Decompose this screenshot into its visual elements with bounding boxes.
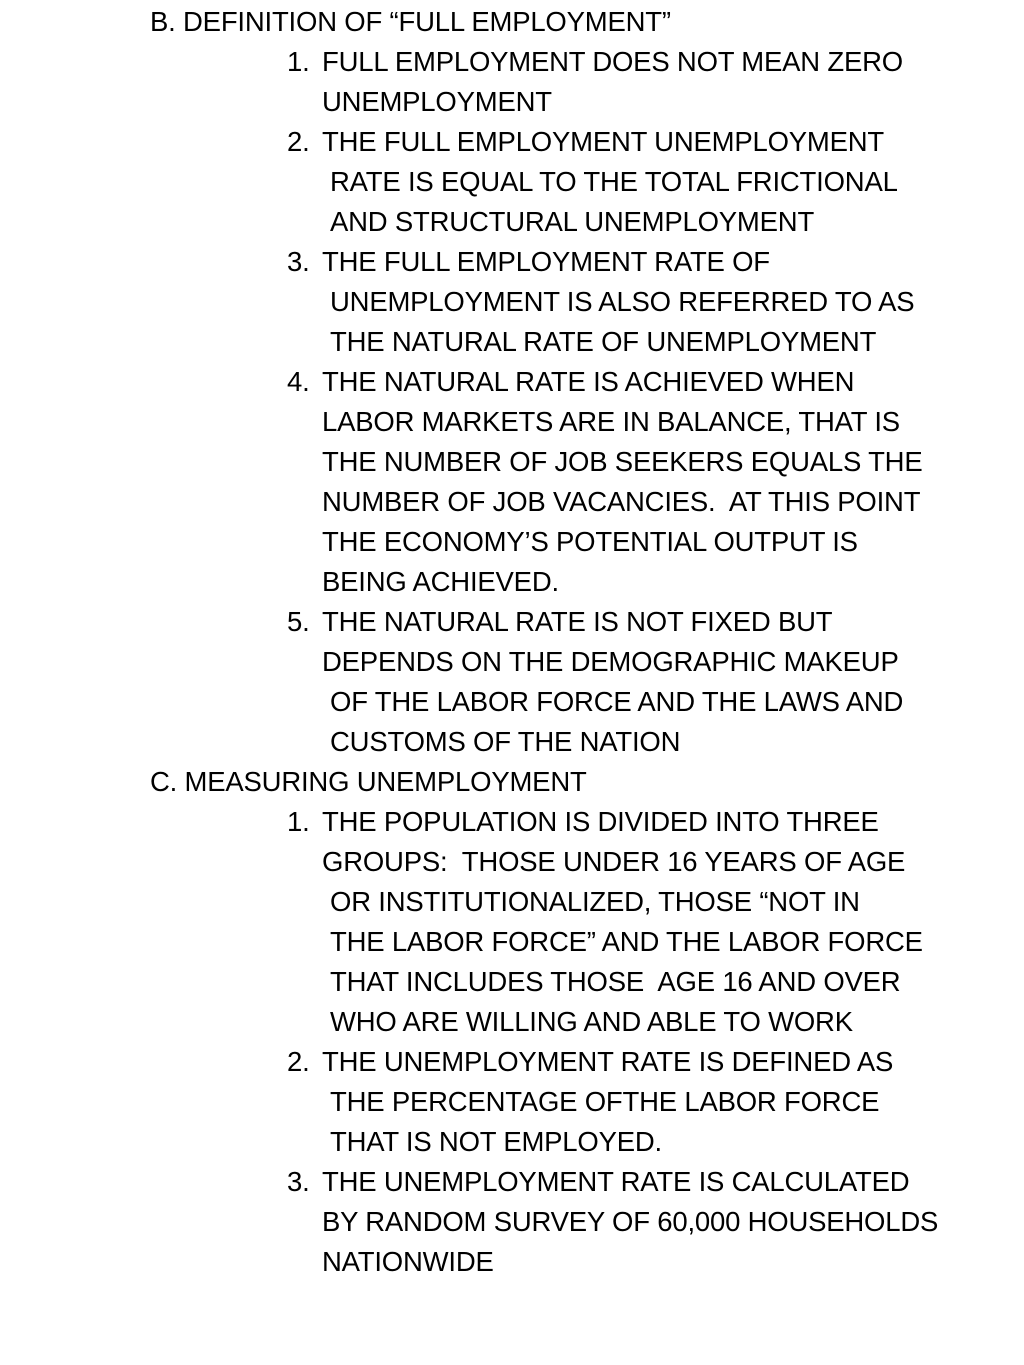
item-line: LABOR MARKETS ARE IN BALANCE, THAT IS xyxy=(322,406,900,437)
item-number: 4. xyxy=(287,366,310,397)
item-line: THE POPULATION IS DIVIDED INTO THREE xyxy=(322,806,879,837)
item-line: NUMBER OF JOB VACANCIES. AT THIS POINT xyxy=(322,486,921,517)
item-line: THE NUMBER OF JOB SEEKERS EQUALS THE xyxy=(322,446,923,477)
item-number: 3. xyxy=(287,1166,310,1197)
item-line: THE NATURAL RATE IS NOT FIXED BUT xyxy=(322,606,833,637)
item-line: THE ECONOMY’S POTENTIAL OUTPUT IS xyxy=(322,526,858,557)
item-line: THE NATURAL RATE OF UNEMPLOYMENT xyxy=(330,326,877,357)
item-line: WHO ARE WILLING AND ABLE TO WORK xyxy=(330,1006,853,1037)
item-line: DEPENDS ON THE DEMOGRAPHIC MAKEUP xyxy=(322,646,899,677)
item-line: THE UNEMPLOYMENT RATE IS CALCULATED xyxy=(322,1166,910,1197)
section-b-heading: B. DEFINITION OF “FULL EMPLOYMENT” xyxy=(150,6,671,37)
item-line: BEING ACHIEVED. xyxy=(322,566,559,597)
item-number: 1. xyxy=(287,806,310,837)
item-line: UNEMPLOYMENT xyxy=(322,86,552,117)
item-line: THAT IS NOT EMPLOYED. xyxy=(330,1126,662,1157)
item-line: THE LABOR FORCE” AND THE LABOR FORCE xyxy=(330,926,923,957)
item-number: 1. xyxy=(287,46,310,77)
item-line: BY RANDOM SURVEY OF 60,000 HOUSEHOLDS xyxy=(322,1206,939,1237)
item-line: FULL EMPLOYMENT DOES NOT MEAN ZERO xyxy=(322,46,903,77)
item-line: RATE IS EQUAL TO THE TOTAL FRICTIONAL xyxy=(330,166,898,197)
item-line: THE UNEMPLOYMENT RATE IS DEFINED AS xyxy=(322,1046,894,1077)
item-line: CUSTOMS OF THE NATION xyxy=(330,726,681,757)
item-number: 2. xyxy=(287,1046,310,1077)
item-line: THE FULL EMPLOYMENT UNEMPLOYMENT xyxy=(322,126,885,157)
item-number: 5. xyxy=(287,606,310,637)
item-line: GROUPS: THOSE UNDER 16 YEARS OF AGE xyxy=(322,846,906,877)
item-line: THE NATURAL RATE IS ACHIEVED WHEN xyxy=(322,366,855,397)
item-line: NATIONWIDE xyxy=(322,1246,494,1277)
item-line: THE PERCENTAGE OFTHE LABOR FORCE xyxy=(330,1086,880,1117)
item-line: OF THE LABOR FORCE AND THE LAWS AND xyxy=(330,686,904,717)
section-c-heading: C. MEASURING UNEMPLOYMENT xyxy=(150,766,587,797)
item-line: THE FULL EMPLOYMENT RATE OF xyxy=(322,246,770,277)
item-line: UNEMPLOYMENT IS ALSO REFERRED TO AS xyxy=(330,286,915,317)
item-line: THAT INCLUDES THOSE AGE 16 AND OVER xyxy=(330,966,901,997)
item-number: 2. xyxy=(287,126,310,157)
item-number: 3. xyxy=(287,246,310,277)
item-line: AND STRUCTURAL UNEMPLOYMENT xyxy=(330,206,815,237)
item-line: OR INSTITUTIONALIZED, THOSE “NOT IN xyxy=(330,886,860,917)
